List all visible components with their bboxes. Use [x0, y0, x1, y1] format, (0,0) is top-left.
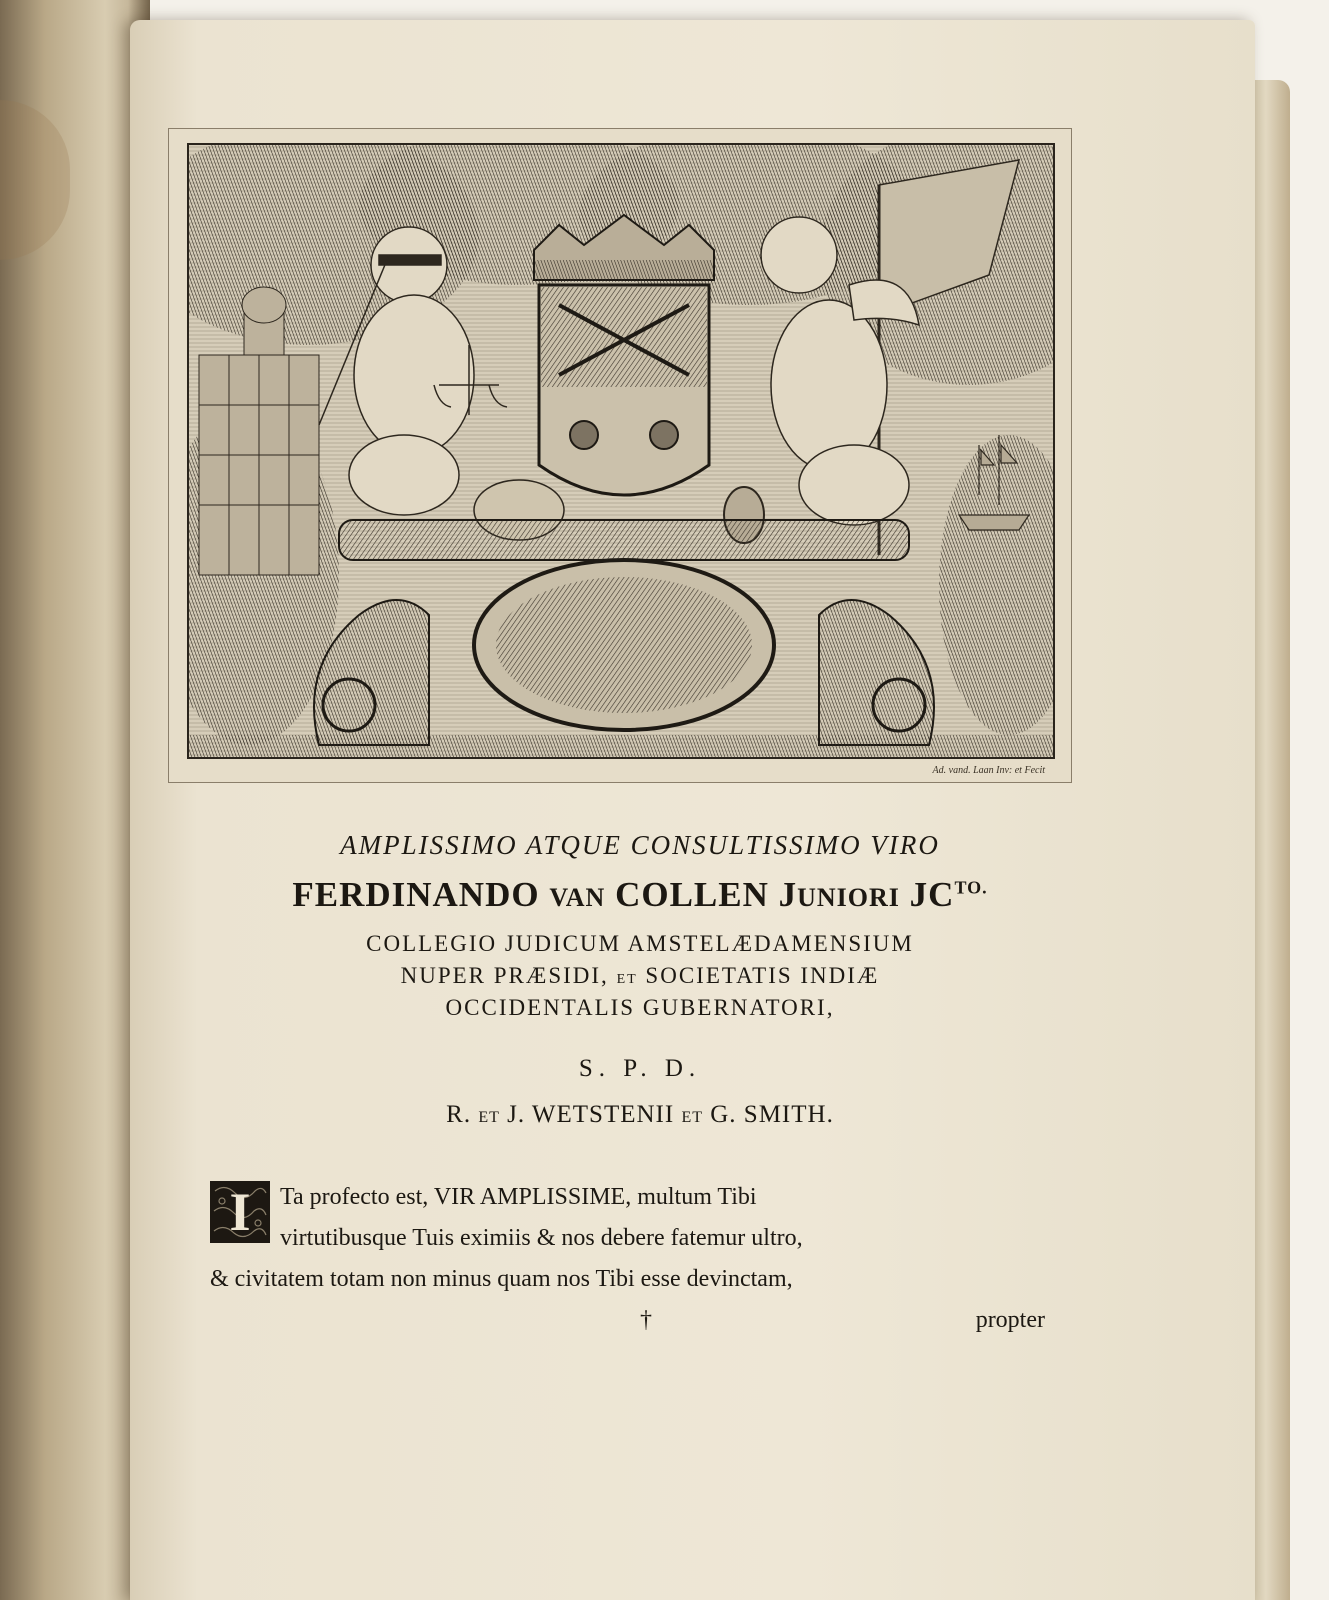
dedication-block	[200, 830, 1080, 1151]
body-line-2: virtutibusque Tuis eximiis & nos debere fatemur ultro,	[280, 1225, 803, 1251]
catchword: propter	[975, 1307, 1045, 1333]
coat-of-arms	[534, 215, 714, 495]
dedicatee-title-line-1: COLLEGIO JUDICUM AMSTELÆDAMENSIUM	[366, 931, 914, 956]
body-line-1: Ta profecto est, VIR AMPLISSIME, multum Tibi	[280, 1184, 757, 1210]
engraving-plate	[168, 128, 1072, 783]
signature-mark: †	[640, 1307, 652, 1333]
left-page	[0, 0, 150, 1600]
salutation: S. P. D.	[578, 1055, 702, 1082]
body-paragraph	[210, 1177, 1060, 1341]
page-stain	[0, 100, 70, 260]
engraving-illustration	[189, 145, 1053, 757]
dedicatee-title-line-3: OCCIDENTALIS GUBERNATORI,	[445, 995, 835, 1020]
pedestal	[314, 520, 934, 745]
publishers-line: R. ET J. WETSTENII ET G. SMITH.	[446, 1101, 834, 1128]
body-line-3: & civitatem totam non minus quam nos Tibi esse devinctam,	[210, 1266, 793, 1292]
dedicatee-name: FERDINANDO VAN COLLEN JUNIORI $JC^{TO.}$	[292, 875, 988, 914]
dedication-heading: AMPLISSIMO ATQUE CONSULTISSIMO VIRO	[340, 830, 940, 860]
page-foot	[210, 1300, 1060, 1341]
engraver-credit: Ad. vand. Laan Inv: et Fecit	[932, 765, 1045, 776]
decorated-initial: I	[210, 1181, 270, 1243]
page-edge	[1250, 80, 1290, 1600]
dedicatee-title-line-2: NUPER PRÆSIDI, ET SOCIETATIS INDIÆ	[400, 963, 880, 988]
engraving-image	[187, 143, 1055, 759]
